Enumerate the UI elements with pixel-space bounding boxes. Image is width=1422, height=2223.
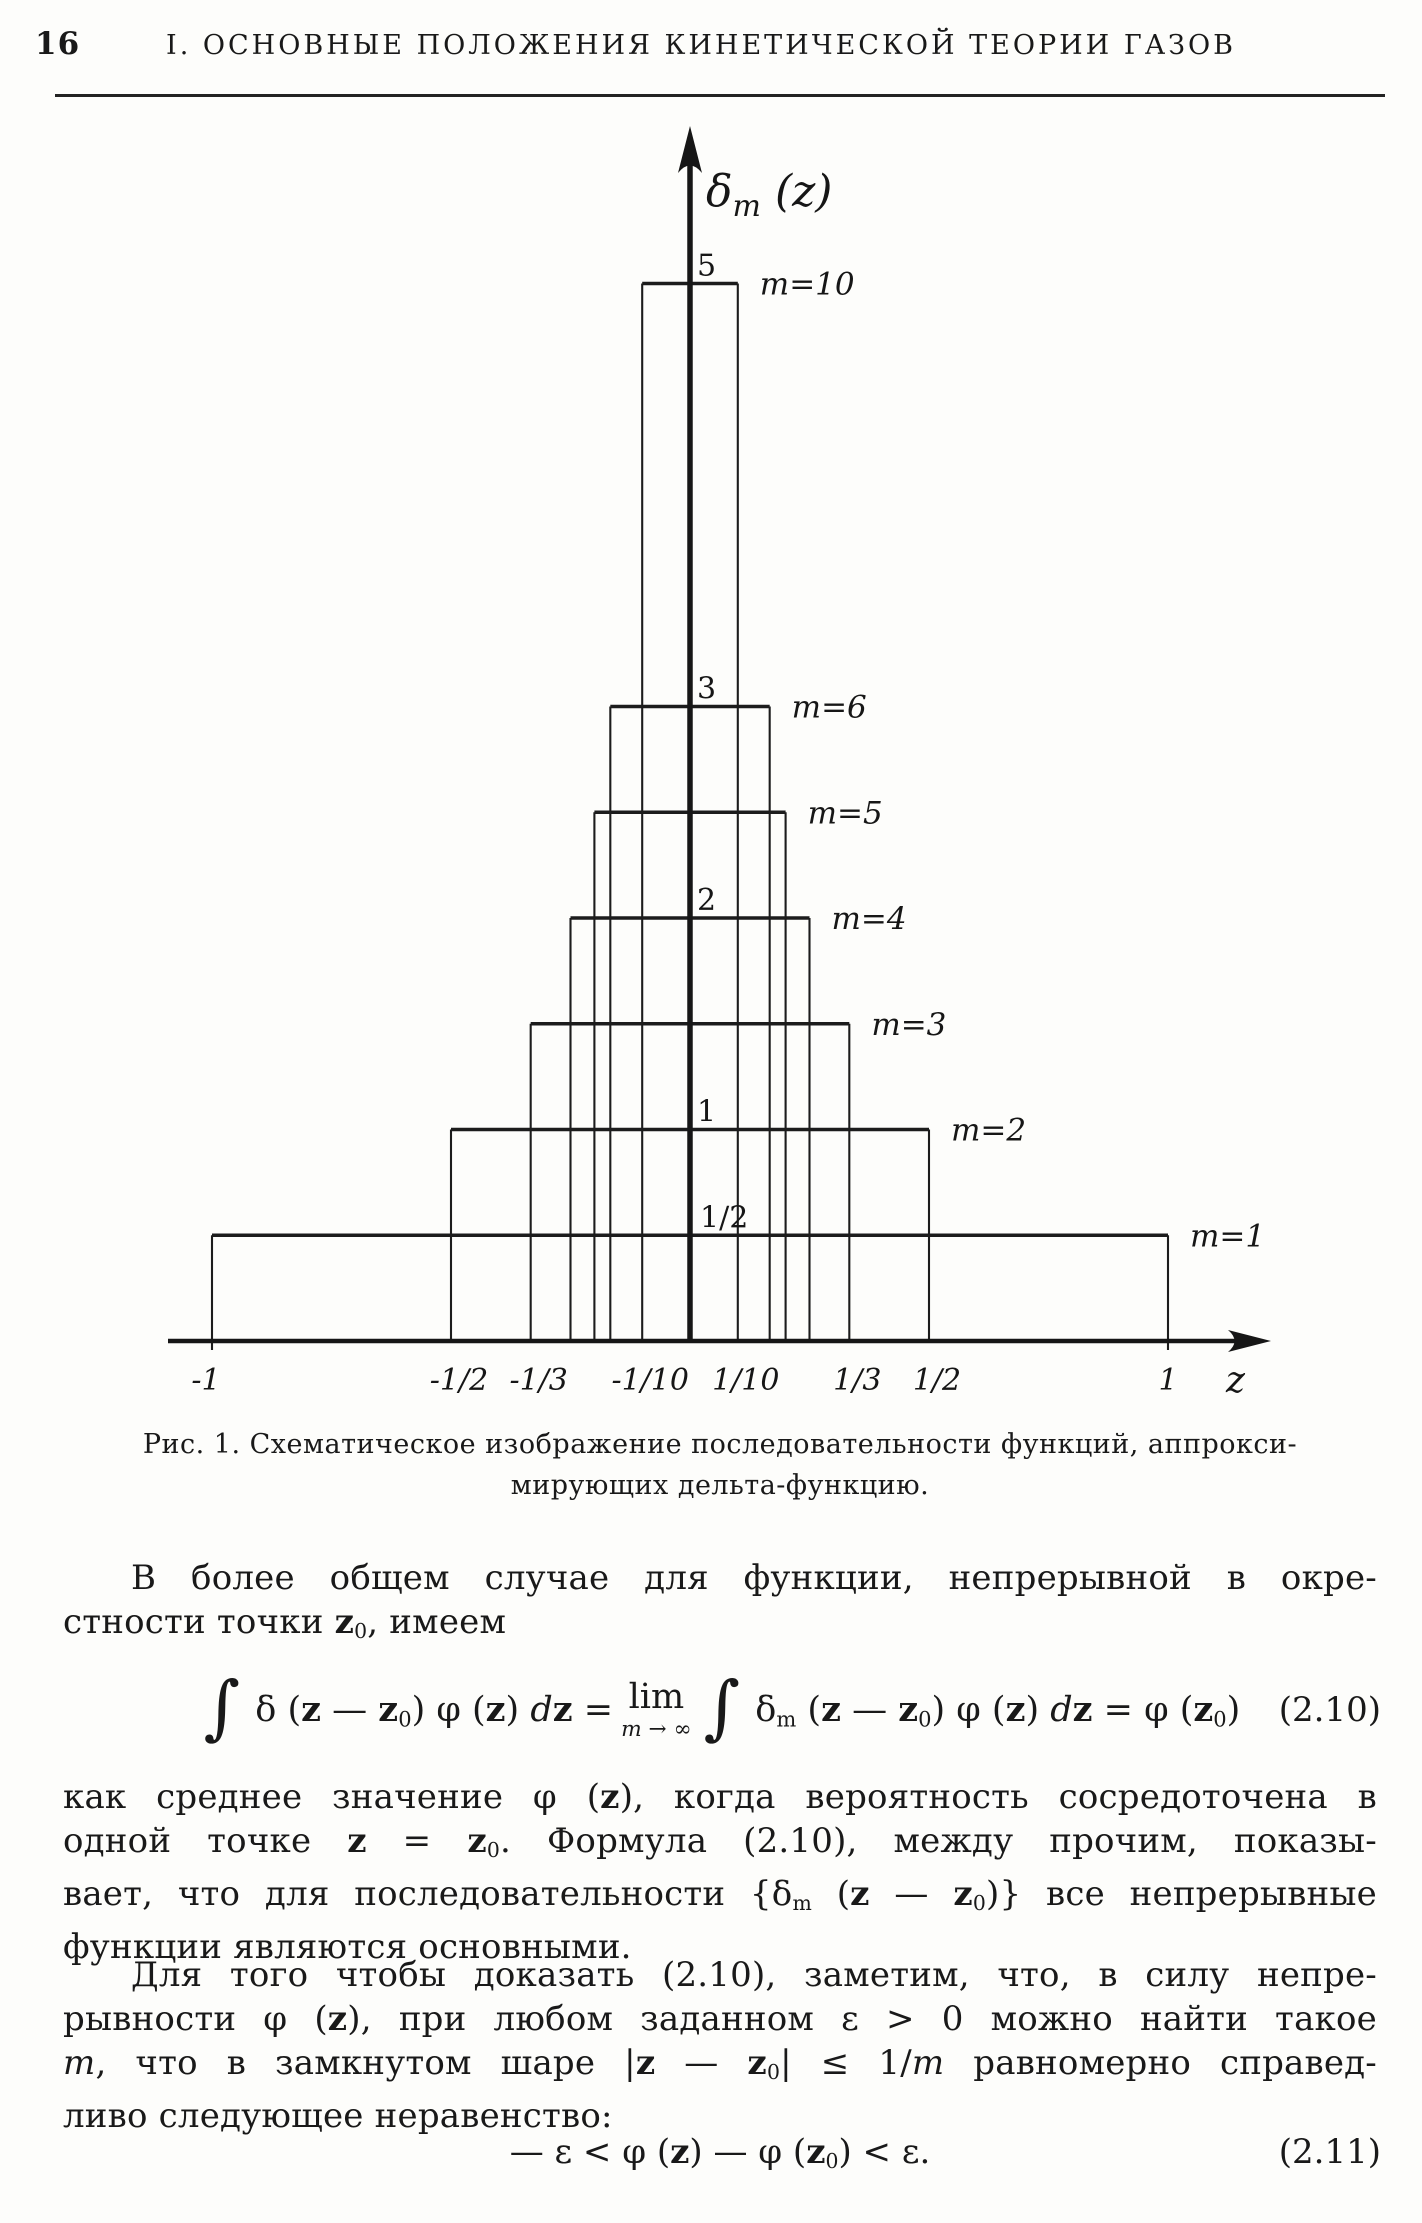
y-tick-label: 2 — [697, 883, 717, 918]
equation-number: (2.11) — [1278, 2132, 1381, 2172]
text-segment: m — [776, 1707, 797, 1732]
text-segment: стности точки — [63, 1602, 335, 1642]
text-segment: z — [635, 2043, 656, 2083]
lim-subscript — [621, 1716, 692, 1742]
series-label-m4: m=4 — [831, 901, 907, 937]
formula-part — [700, 1665, 1241, 1748]
text-segment: ) — [505, 1689, 531, 1730]
text-segment: z — [898, 1688, 919, 1730]
text-segment: → ∞ — [641, 1716, 692, 1742]
text-segment: z — [327, 1999, 348, 2039]
x-axis-label: z — [1226, 1360, 1245, 1401]
paragraph-2 — [63, 1775, 1377, 1969]
formula-2-11 — [63, 2132, 1381, 2174]
text-segment: — ε < φ ( — [509, 2132, 671, 2172]
text-segment: z — [953, 1874, 973, 1915]
text-line: В более общем случае для функции, непрерывной в окре- — [131, 1558, 1377, 1598]
text-segment: z — [806, 2132, 826, 2172]
text-line: Для того чтобы доказать (2.10), заметим, что, в силу непре- — [131, 1955, 1377, 1995]
text-segment: ( — [811, 1874, 851, 1915]
text-segment: одной точке — [63, 1821, 348, 1861]
x-tick-label: 1/3 — [833, 1363, 882, 1398]
x-tick-label: -1/10 — [611, 1363, 689, 1398]
text-segment: 0 — [766, 2060, 781, 2085]
text-segment: ) φ ( — [411, 1689, 486, 1730]
x-tick-label: -1 — [191, 1363, 221, 1398]
text-segment: z — [301, 1688, 322, 1730]
text-segment: m — [63, 2043, 96, 2083]
series-label-m6: m=6 — [791, 689, 867, 726]
text-segment: ∫ — [703, 1665, 741, 1748]
text-segment: 0 — [486, 1838, 501, 1863]
text-segment: ), когда вероятность сосредоточена в — [619, 1777, 1377, 1817]
text-line — [63, 2041, 1377, 2094]
paragraph-3 — [63, 1953, 1377, 2138]
text-segment: = φ ( — [1092, 1689, 1194, 1730]
text-segment: ∫ — [203, 1665, 241, 1748]
text-segment: 0 — [354, 1619, 368, 1644]
series-label-m5: m=5 — [807, 795, 883, 832]
text-line — [63, 1775, 1377, 1819]
y-tick-label: 1 — [697, 1094, 717, 1130]
text-segment: z — [552, 1688, 573, 1730]
limit-operator — [621, 1676, 692, 1742]
text-segment: 0 — [972, 1891, 987, 1916]
text-segment: 0 — [398, 1707, 412, 1732]
chapter-header: I. ОСНОВНЫЕ ПОЛОЖЕНИЯ КИНЕТИЧЕСКОЙ ТЕОРИИ ГАЗОВ — [166, 30, 1236, 61]
text-segment: — — [869, 1874, 954, 1915]
formula-part — [510, 2132, 931, 2172]
text-segment: — — [655, 2043, 748, 2083]
formula-2-10 — [63, 1650, 1381, 1770]
y-tick-label: 1/2 — [700, 1200, 749, 1236]
x-tick-label: -1/3 — [509, 1363, 568, 1398]
text-segment: — — [321, 1689, 379, 1730]
text-segment: m — [621, 1716, 642, 1742]
text-segment: δ ( — [244, 1689, 302, 1730]
paragraph-1 — [63, 1556, 1377, 1653]
text-segment: равномерно справед- — [944, 2043, 1377, 2083]
text-segment: z — [378, 1688, 399, 1730]
text-segment: z — [334, 1602, 355, 1642]
equation-number: (2.10) — [1278, 1690, 1381, 1730]
text-segment: z — [821, 1688, 841, 1730]
text-line — [63, 1997, 1377, 2041]
text-segment: )} все непрерывные — [986, 1874, 1377, 1915]
text-segment: m — [911, 2043, 945, 2083]
text-segment: ( — [796, 1689, 822, 1730]
text-segment: вает, что для последовательности {δ — [63, 1874, 793, 1915]
text-segment: δ — [744, 1689, 777, 1730]
series-label-m1: m=1 — [1190, 1218, 1266, 1255]
text-segment: z — [670, 2132, 690, 2172]
text-segment: d — [1050, 1689, 1073, 1730]
text-segment: рывности φ ( — [63, 1999, 328, 2039]
text-line — [63, 1600, 1377, 1653]
text-segment: | ≤ 1/ — [780, 2043, 912, 2083]
text-segment: 0 — [918, 1707, 932, 1732]
text-segment: , имеем — [367, 1602, 507, 1642]
text-segment: = — [366, 1821, 468, 1861]
text-segment: z — [1005, 1688, 1026, 1730]
text-segment: = — [572, 1689, 614, 1730]
text-segment: z — [1193, 1688, 1214, 1730]
series-label-m2: m=2 — [951, 1112, 1027, 1149]
text-segment: z — [850, 1874, 870, 1915]
series-label-m3: m=3 — [871, 1006, 947, 1043]
x-tick-label: -1/2 — [429, 1363, 489, 1398]
lim-label: lim — [628, 1676, 685, 1717]
text-segment: z — [347, 1821, 367, 1861]
caption-line: мирующих дельта-функцию. — [510, 1470, 930, 1501]
text-segment: ) — [1025, 1689, 1051, 1730]
text-segment: , что в замкнутом шаре | — [95, 2043, 636, 2083]
figure-canvas — [0, 90, 1422, 1420]
text-segment: 0 — [825, 2149, 839, 2174]
formula-part — [200, 1665, 614, 1748]
text-segment: ) φ ( — [931, 1689, 1006, 1730]
text-line: функции являются основными. — [63, 1927, 632, 1968]
y-tick-label: 5 — [697, 248, 717, 284]
text-segment: z — [1072, 1688, 1093, 1730]
caption-line: Рис. 1. Схематическое изображение последовательности функций, аппрокси- — [142, 1429, 1298, 1460]
page-number: 16 — [35, 26, 81, 62]
series-label-m10: m=10 — [759, 266, 855, 303]
text-segment: d — [530, 1689, 553, 1730]
x-tick-label: 1 — [1158, 1363, 1178, 1398]
text-line — [63, 1819, 1377, 1872]
text-segment: ) — φ ( — [689, 2132, 807, 2172]
text-segment: ) < ε. — [838, 2132, 931, 2172]
x-tick-label: 1/2 — [912, 1363, 962, 1398]
text-segment: . Формула (2.10), между прочим, показы- — [500, 1821, 1377, 1861]
text-segment: z — [600, 1777, 620, 1817]
text-line — [63, 1872, 1377, 1925]
y-axis-label: $\delta_m$ (z) — [706, 166, 833, 224]
figure-caption — [63, 1424, 1377, 1506]
text-segment: z — [485, 1688, 506, 1730]
text-segment: z — [747, 2043, 767, 2083]
text-segment: — — [840, 1689, 899, 1730]
text-segment: m — [792, 1891, 812, 1916]
text-segment: 0 — [1213, 1707, 1227, 1732]
text-segment: ) — [1226, 1689, 1241, 1730]
x-tick-label: 1/10 — [712, 1363, 780, 1398]
text-line: ливо следующее неравенство: — [63, 2096, 613, 2137]
text-segment: z — [467, 1821, 487, 1861]
text-segment: как среднее значение φ ( — [63, 1777, 601, 1817]
y-tick-label: 3 — [697, 671, 717, 707]
text-segment: ), при любом заданном ε > 0 можно найти такое — [347, 1999, 1377, 2039]
